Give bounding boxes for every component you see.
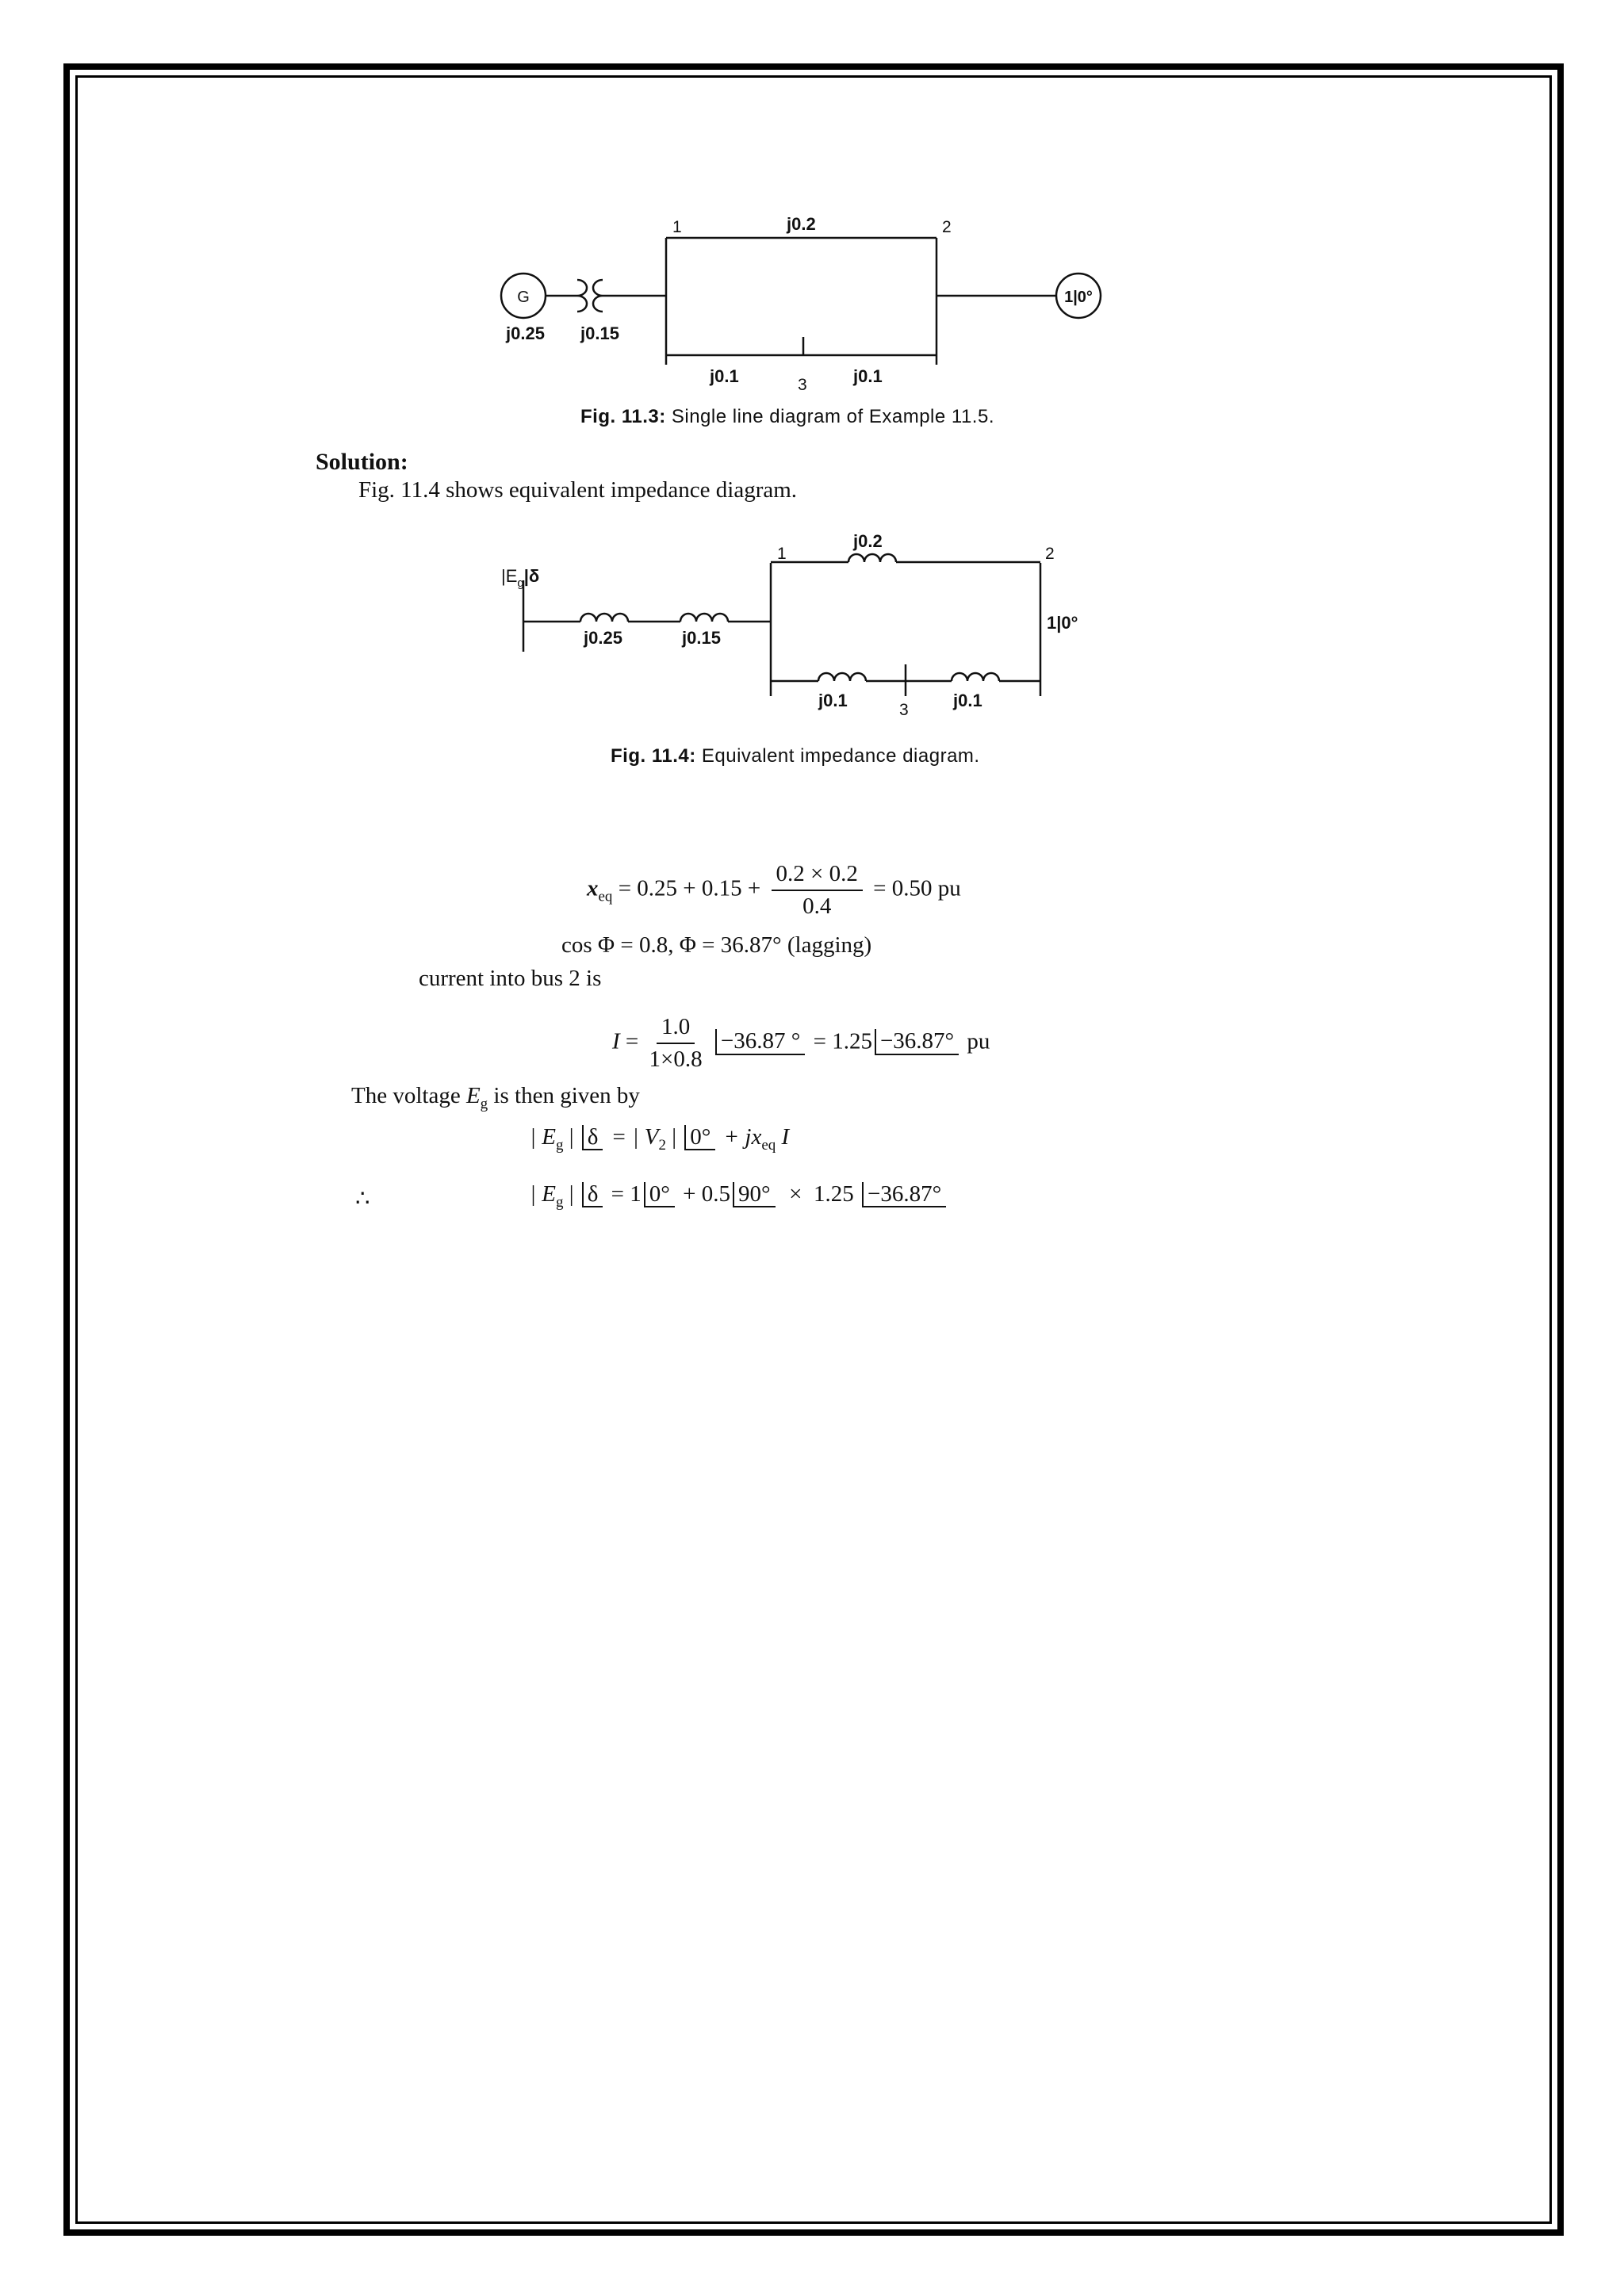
xeq-result: = 0.50 pu — [873, 875, 961, 901]
voltage-intro-sub: g — [480, 1095, 488, 1112]
figure-11-3-caption-text: Single line diagram of Example 11.5. — [665, 406, 994, 427]
voltage-intro-2: is then given by — [488, 1083, 640, 1108]
bus1-label-2: 1 — [777, 545, 787, 563]
v2-term: = | V — [605, 1124, 659, 1150]
neg-angle: −36.87° — [862, 1182, 946, 1207]
figure-11-3-caption — [580, 406, 994, 428]
generator-label: G — [517, 289, 530, 306]
figure-11-4-caption — [611, 745, 980, 767]
figure-11-4-caption-prefix: Fig. 11.4: — [611, 745, 696, 767]
voltage-intro-1: The voltage — [351, 1083, 466, 1108]
times-term: × 1.25 — [777, 1181, 860, 1207]
solution-intro: Fig. 11.4 shows equivalent impedance diagram. — [358, 477, 798, 503]
ninety-angle: 90° — [733, 1182, 776, 1207]
eg-sub-2: g — [555, 1193, 564, 1211]
voltage-intro — [351, 1083, 640, 1113]
jx-term: + jx — [718, 1124, 762, 1150]
one-term: = 1 — [605, 1181, 642, 1207]
current-equation — [612, 1013, 990, 1073]
current-unit: pu — [961, 1028, 990, 1054]
current-equals: = — [619, 1028, 639, 1054]
line13-reactance-label-2: j0.1 — [818, 691, 848, 710]
bus3-label: 3 — [798, 376, 807, 394]
eg-abs-close: | — [563, 1124, 574, 1150]
line32-reactance-label: j0.1 — [853, 366, 883, 386]
delta-angle: δ — [582, 1125, 603, 1150]
v2-label: 1|0° — [1047, 613, 1078, 633]
jx-sub: eq — [761, 1136, 776, 1154]
current-angle-1: −36.87 ° — [715, 1029, 805, 1054]
bus2-label: 2 — [942, 218, 952, 236]
current-denominator: 1×0.8 — [649, 1046, 703, 1072]
xeq-fraction — [772, 860, 863, 920]
delta-angle-2: δ — [582, 1182, 603, 1207]
gen-reactance-label: j0.25 — [506, 323, 545, 343]
source-label: $|E_g|\delta$ — [501, 566, 540, 590]
half-term: + 0.5 — [676, 1181, 730, 1207]
transformer-reactance-label: j0.15 — [580, 323, 619, 343]
page-border-inner — [75, 75, 1552, 2224]
current-numerator: 1.0 — [657, 1013, 695, 1044]
bus3-label-2: 3 — [899, 701, 909, 719]
transformer-reactance-label-2: j0.15 — [682, 628, 721, 648]
v2-sub: 2 — [658, 1136, 666, 1154]
i-term: I — [776, 1124, 790, 1150]
figure-11-4-caption-text: Equivalent impedance diagram. — [695, 745, 980, 767]
figure-11-3-caption-prefix: Fig. 11.3: — [580, 406, 666, 427]
gen-reactance-label-2: j0.25 — [584, 628, 622, 648]
current-fraction — [649, 1013, 703, 1073]
equivalent-impedance-diagram — [492, 523, 1094, 729]
voltage-general-equation — [530, 1124, 789, 1154]
line32-reactance-label-2: j0.1 — [953, 691, 982, 710]
xeq-subscript: eq — [598, 888, 613, 905]
xeq-denominator: 0.4 — [802, 893, 832, 919]
single-line-diagram — [476, 206, 1126, 396]
eg-abs-open-2: | E — [530, 1181, 556, 1207]
current-intro: current into bus 2 is — [419, 966, 602, 991]
eg-sub: g — [555, 1136, 564, 1154]
xeq-symbol: x — [587, 875, 599, 901]
zero-angle: 0° — [684, 1125, 715, 1150]
xeq-numerator: 0.2 × 0.2 — [772, 860, 863, 891]
load-label: 1|0° — [1064, 289, 1093, 306]
solution-heading: Solution: — [316, 449, 408, 475]
voltage-numeric-equation — [530, 1181, 948, 1211]
eg-abs-close-2: | — [563, 1181, 574, 1207]
voltage-intro-e: E — [465, 1083, 481, 1108]
xeq-equation — [587, 860, 961, 920]
zero-angle-2: 0° — [644, 1182, 675, 1207]
xeq-sum: = 0.25 + 0.15 + — [612, 875, 761, 901]
eg-abs-open: | E — [530, 1124, 556, 1150]
v2-abs-close: | — [665, 1124, 676, 1150]
therefore-symbol: ∴ — [355, 1186, 370, 1211]
line13-reactance-label: j0.1 — [710, 366, 739, 386]
bus1-label: 1 — [672, 218, 682, 236]
line12-reactance-label: j0.2 — [787, 214, 816, 234]
power-factor-line: cos Φ = 0.8, Φ = 36.87° (lagging) — [561, 932, 872, 958]
line12-reactance-label-2: j0.2 — [853, 531, 883, 551]
current-angle-2: −36.87° — [875, 1029, 959, 1054]
current-magnitude: = 1.25 — [807, 1028, 872, 1054]
bus2-label-2: 2 — [1045, 545, 1055, 563]
current-symbol: I — [612, 1028, 620, 1054]
